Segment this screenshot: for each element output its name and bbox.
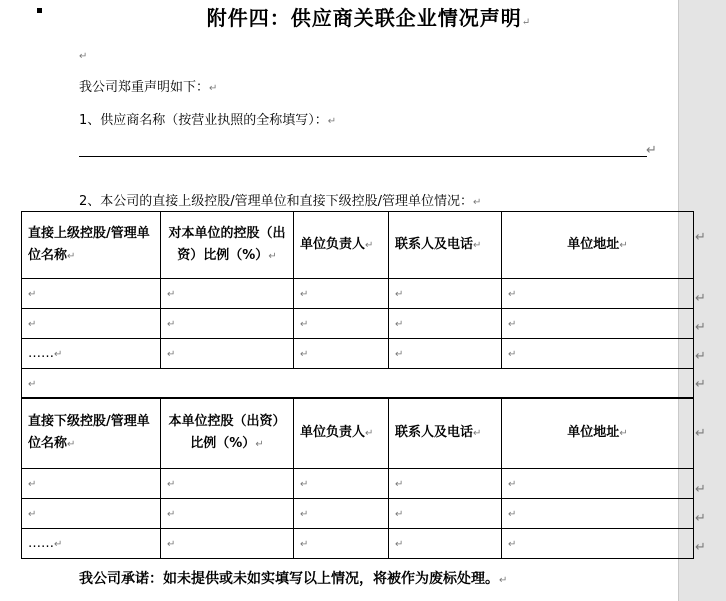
table-cell[interactable]: ↵ — [22, 309, 161, 339]
table-cell[interactable]: ↵ — [502, 279, 694, 309]
table-cell[interactable]: ↵ — [161, 279, 294, 309]
table-cell[interactable]: ↵ — [161, 309, 294, 339]
title-text: 附件四：供应商关联企业情况声明 — [206, 6, 522, 30]
row-end-mark: ↵ — [695, 291, 706, 306]
header-lower-contact: 联系人及电话↵ — [389, 399, 502, 469]
blank-paragraph — [79, 48, 87, 63]
row-end-mark: ↵ — [695, 482, 706, 497]
ellipsis-text: …… — [28, 536, 54, 551]
item-2-text: 2、本公司的直接上级控股/管理单位和直接下级控股/管理单位情况： — [79, 194, 474, 209]
paragraph-mark: ↵ — [327, 116, 337, 127]
table-row — [22, 469, 694, 499]
header-upper-share-ratio: 对本单位的控股（出资）比例（%）↵ — [161, 212, 294, 279]
item-2-line — [79, 190, 481, 209]
table-cell[interactable]: ↵ — [294, 339, 389, 369]
table-cell[interactable]: ↵ — [294, 469, 389, 499]
upper-units-table — [21, 211, 694, 398]
item-1-text: 1、供应商名称（按营业执照的全称填写）： — [79, 113, 328, 128]
table-cell[interactable]: ↵ — [22, 279, 161, 309]
paragraph-mark: ↵ — [521, 17, 532, 28]
separator-cell[interactable]: ↵ — [22, 369, 694, 398]
table-cell[interactable]: ↵ — [502, 309, 694, 339]
table-cell[interactable]: ↵ — [294, 309, 389, 339]
table-cell[interactable]: ↵ — [502, 469, 694, 499]
header-lower-share-ratio: 本单位控股（出资）比例（%）↵ — [161, 399, 294, 469]
table-separator-row — [22, 369, 694, 398]
table-cell[interactable]: ↵ — [294, 279, 389, 309]
table-cell[interactable]: ↵ — [161, 529, 294, 559]
paragraph-mark: ↵ — [79, 51, 88, 62]
declaration-text: 我公司郑重声明如下： — [79, 80, 210, 95]
row-end-mark: ↵ — [695, 349, 706, 364]
header-lower-address: 单位地址↵ — [502, 399, 694, 469]
table-cell[interactable]: ↵ — [502, 499, 694, 529]
table-row — [22, 529, 694, 559]
table-cell[interactable]: ↵ — [389, 279, 502, 309]
row-end-mark: ↵ — [695, 320, 706, 335]
paragraph-mark: ↵ — [473, 197, 482, 208]
declaration-line — [79, 76, 217, 95]
supplier-name-underline — [79, 156, 647, 157]
paragraph-mark: ↵ — [646, 143, 657, 158]
paragraph-mark: ↵ — [209, 83, 218, 94]
table-cell[interactable]: ↵ — [294, 499, 389, 529]
row-end-mark: ↵ — [695, 377, 706, 392]
table-cell[interactable]: ↵ — [294, 529, 389, 559]
row-end-mark: ↵ — [695, 511, 706, 526]
lower-units-table — [21, 398, 694, 559]
commitment-text: 我公司承诺：如未提供或未如实填写以上情况，将被作为废标处理。 — [79, 571, 499, 587]
paragraph-mark: ↵ — [499, 575, 508, 586]
table-row — [22, 279, 694, 309]
row-end-mark: ↵ — [695, 230, 706, 245]
table-header-row — [22, 399, 694, 469]
row-end-mark: ↵ — [695, 426, 706, 441]
table-row — [22, 499, 694, 529]
header-lower-responsible: 单位负责人↵ — [294, 399, 389, 469]
table-cell[interactable]: ↵ — [502, 339, 694, 369]
header-upper-address: 单位地址↵ — [502, 212, 694, 279]
table-cell[interactable]: ↵ — [161, 339, 294, 369]
header-upper-unit-name: 直接上级控股/管理单位名称↵ — [22, 212, 161, 279]
table-cell[interactable]: ↵ — [389, 309, 502, 339]
table-cell[interactable]: ↵ — [502, 529, 694, 559]
item-1-line — [79, 109, 336, 128]
commitment-statement — [79, 568, 507, 588]
header-upper-responsible: 单位负责人↵ — [294, 212, 389, 279]
table-cell[interactable]: ↵ — [22, 499, 161, 529]
table-row — [22, 339, 694, 369]
table-header-row — [22, 212, 694, 279]
table-cell[interactable]: ↵ — [389, 529, 502, 559]
table-row — [22, 309, 694, 339]
table-cell[interactable]: ↵ — [389, 469, 502, 499]
table-cell[interactable]: ……↵ — [22, 529, 161, 559]
header-lower-unit-name: 直接下级控股/管理单位名称↵ — [22, 399, 161, 469]
table-cell[interactable]: ↵ — [22, 469, 161, 499]
document-title — [0, 2, 726, 31]
table-cell[interactable]: ↵ — [161, 499, 294, 529]
ellipsis-text: …… — [28, 346, 54, 361]
table-cell[interactable]: ↵ — [389, 339, 502, 369]
table-cell[interactable]: ……↵ — [22, 339, 161, 369]
table-cell[interactable]: ↵ — [389, 499, 502, 529]
table-cell[interactable]: ↵ — [161, 469, 294, 499]
row-end-mark: ↵ — [695, 540, 706, 555]
header-upper-contact: 联系人及电话↵ — [389, 212, 502, 279]
